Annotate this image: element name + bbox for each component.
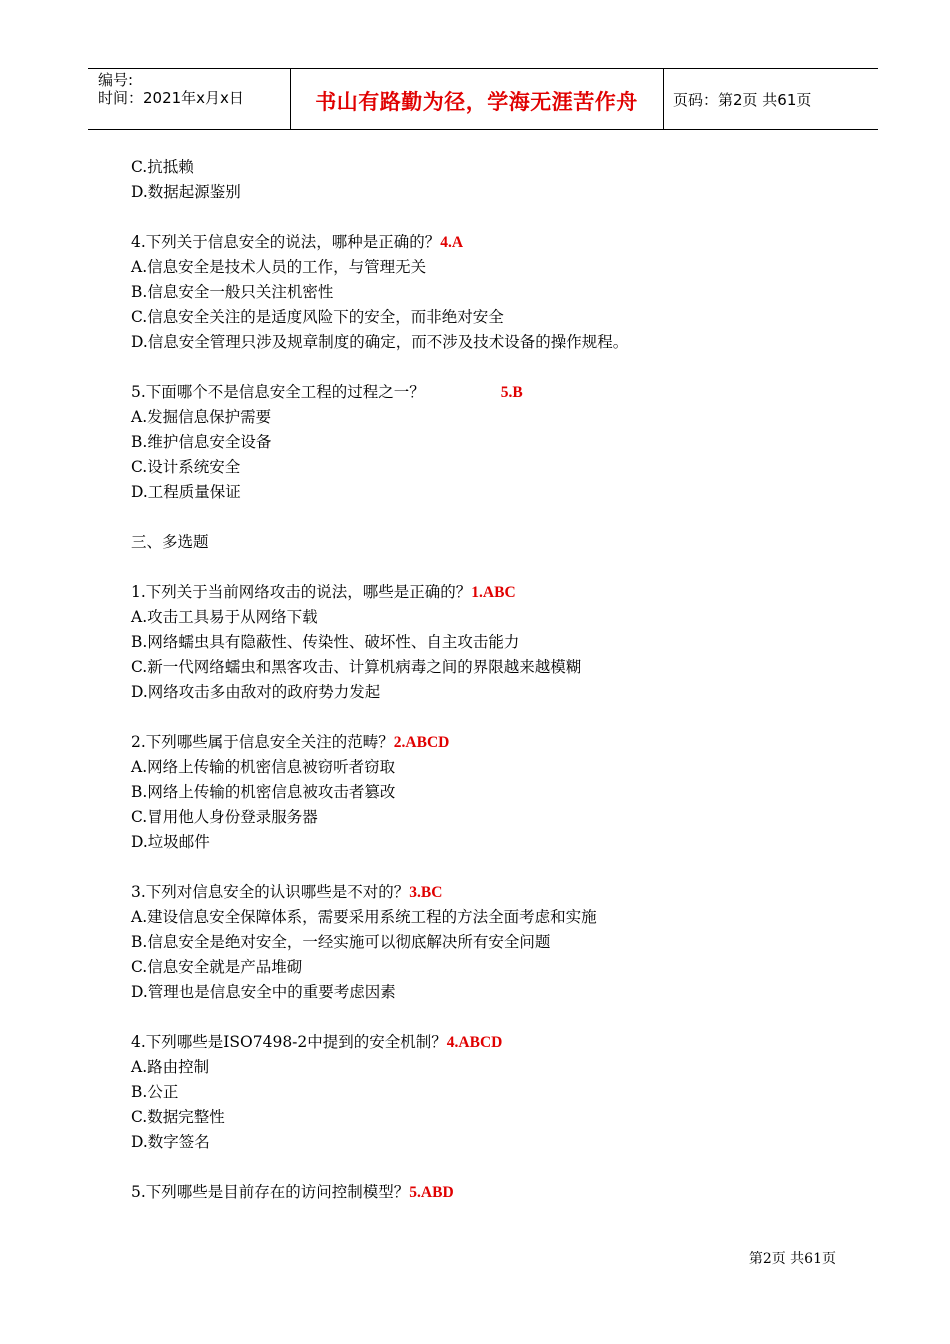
option-line: A.网络上传输的机密信息被窃听者窃取	[131, 758, 396, 776]
option-line: C.信息安全就是产品堆砌	[131, 958, 303, 976]
option-line: D.管理也是信息安全中的重要考虑因素	[131, 983, 396, 1001]
option-line: D.垃圾邮件	[131, 833, 210, 851]
question-text: 4.下列关于信息安全的说法，哪种是正确的？	[131, 233, 441, 251]
option-line: B.维护信息安全设备	[131, 433, 272, 451]
option-line: C.新一代网络蠕虫和黑客攻击、计算机病毒之间的界限越来越模糊	[131, 658, 582, 676]
option-line: A.发掘信息保护需要	[131, 408, 272, 426]
option-line: B.信息安全一般只关注机密性	[131, 283, 334, 301]
answer-key: 4.ABCD	[446, 1034, 503, 1051]
header-page-cell	[663, 69, 878, 129]
option-line: B.信息安全是绝对安全，一经实施可以彻底解决所有安全问题	[131, 933, 551, 951]
option-line: B.公正	[131, 1083, 179, 1101]
answer-key: 3.BC	[409, 884, 443, 901]
option-line: B.网络蠕虫具有隐蔽性、传染性、破坏性、自主攻击能力	[131, 633, 520, 651]
option-line: D.信息安全管理只涉及规章制度的确定，而不涉及技术设备的操作规程。	[131, 333, 629, 351]
option-line: B.网络上传输的机密信息被攻击者篡改	[131, 783, 396, 801]
question-text: 1.下列关于当前网络攻击的说法，哪些是正确的？	[131, 583, 472, 601]
option-line: D.工程质量保证	[131, 483, 241, 501]
motto: 书山有路勤为径，学海无涯苦作舟	[315, 90, 638, 114]
question-text: 5.下面哪个不是信息安全工程的过程之一？	[131, 383, 425, 401]
option-line: D.数字签名	[131, 1133, 210, 1151]
option-line: A.路由控制	[131, 1058, 210, 1076]
question-text: 2.下列哪些属于信息安全关注的范畴？	[131, 733, 394, 751]
option-line: A.攻击工具易于从网络下载	[131, 608, 318, 626]
question-text: 3.下列对信息安全的认识哪些是不对的？	[131, 883, 410, 901]
option-line: D.数据起源鉴别	[131, 183, 241, 201]
option-line: A.信息安全是技术人员的工作，与管理无关	[131, 258, 427, 276]
time-label: 时间：2021年x月x日	[98, 89, 244, 107]
answer-key: 5.B	[500, 384, 523, 401]
question-line	[131, 580, 831, 605]
page-footer: 第2页 共61页	[748, 1251, 836, 1267]
section-title: 三、多选题	[131, 533, 209, 551]
page-header	[88, 68, 878, 130]
question-text: 5.下列哪些是目前存在的访问控制模型？	[131, 1183, 410, 1201]
answer-key: 5.ABD	[409, 1184, 454, 1201]
header-motto-cell	[290, 69, 664, 129]
option-line: A.建设信息安全保障体系，需要采用系统工程的方法全面考虑和实施	[131, 908, 597, 926]
option-line: C.信息安全关注的是适度风险下的安全，而非绝对安全	[131, 308, 504, 326]
question-line	[131, 1030, 831, 1055]
header-meta	[88, 69, 291, 129]
option-line: C.抗抵赖	[131, 158, 194, 176]
question-line	[131, 1180, 831, 1205]
option-line: D.网络攻击多由敌对的政府势力发起	[131, 683, 381, 701]
option-line: C.数据完整性	[131, 1108, 225, 1126]
answer-key: 4.A	[440, 234, 464, 251]
question-line	[131, 230, 831, 255]
answer-key: 1.ABC	[471, 584, 516, 601]
number-label: 编号:	[98, 71, 134, 89]
question-line	[131, 380, 831, 405]
answer-key: 2.ABCD	[393, 734, 450, 751]
question-line	[131, 880, 831, 905]
question-line	[131, 730, 831, 755]
option-line: C.冒用他人身份登录服务器	[131, 808, 318, 826]
option-line: C.设计系统安全	[131, 458, 241, 476]
question-text: 4.下列哪些是ISO7498-2中提到的安全机制？	[131, 1033, 447, 1051]
document-body	[131, 155, 831, 1205]
header-page-number: 页码：第2页 共61页	[673, 91, 812, 109]
